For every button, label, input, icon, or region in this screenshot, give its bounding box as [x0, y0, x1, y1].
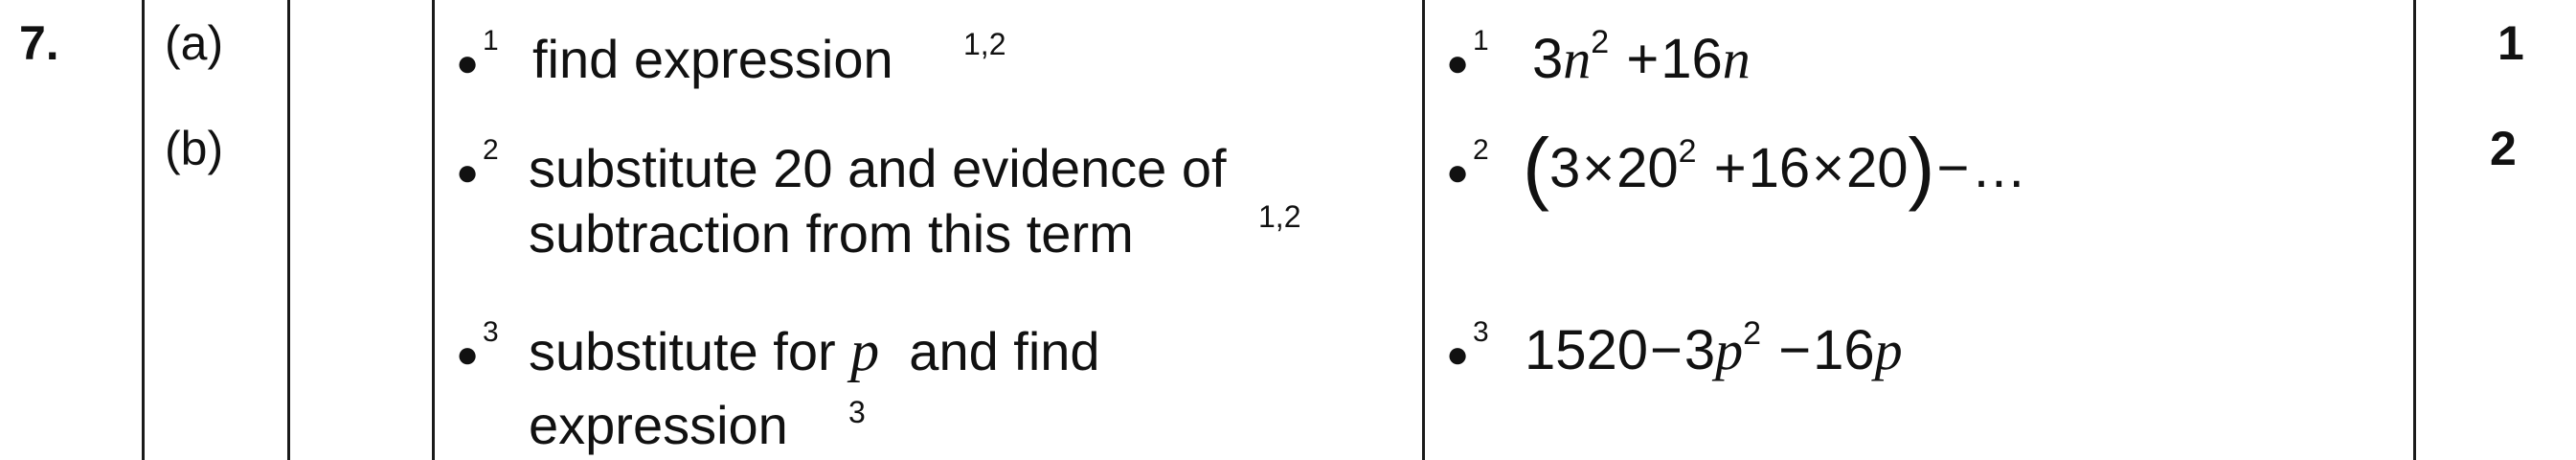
- answer-expression: [1525, 316, 1903, 385]
- marks-part-b: 2: [2490, 122, 2517, 175]
- answer-operator: +: [1713, 137, 1747, 199]
- bullet-dot-icon: ●: [1446, 42, 1470, 84]
- illustration-ref: 3: [848, 395, 866, 429]
- bullet-dot-icon: ●: [1446, 151, 1470, 194]
- answer-operator: −: [1936, 137, 1970, 199]
- answer-exponent: 2: [1591, 24, 1610, 60]
- process-variable: p: [850, 319, 880, 382]
- answer-expression: [1523, 122, 2027, 212]
- answer-term: 16: [1748, 137, 1811, 199]
- answer-operator: ×: [1812, 137, 1844, 199]
- answer-term: 1520: [1525, 319, 1649, 381]
- answer-term: 16: [1661, 28, 1723, 90]
- process-text: and find: [909, 321, 1100, 381]
- answer-term: 3: [1532, 28, 1564, 90]
- bullet-number: 3: [483, 316, 499, 348]
- rule-3: [432, 0, 435, 460]
- rule-1: [142, 0, 145, 460]
- bullet-number: 3: [1473, 316, 1489, 348]
- process-text-line1: [529, 316, 1100, 386]
- process-text: find expression: [532, 29, 893, 89]
- answer-operator: −: [1778, 319, 1812, 381]
- answer-operator: ×: [1582, 137, 1616, 199]
- bullet-number: 1: [1473, 25, 1489, 57]
- answer-term: 20: [1616, 137, 1679, 199]
- answer-term: 3: [1548, 137, 1581, 199]
- answer-variable: p: [1715, 319, 1744, 381]
- rule-5: [2413, 0, 2416, 460]
- question-number: 7.: [19, 16, 59, 70]
- answer-exponent: 2: [1743, 315, 1762, 352]
- answer-operator: +: [1626, 28, 1660, 90]
- process-text-line2: subtraction from this term: [529, 203, 1134, 264]
- answer-term: 16: [1813, 319, 1875, 381]
- bullet-number: 2: [1473, 134, 1489, 166]
- answer-exponent: 2: [1678, 133, 1697, 170]
- answer-variable: n: [1722, 28, 1751, 90]
- answer-expression: [1532, 25, 1751, 94]
- bullet-dot-icon: ●: [456, 334, 480, 376]
- answer-operator: −: [1650, 319, 1683, 381]
- answer-term: 20: [1845, 137, 1909, 199]
- marks-part-a: 1: [2497, 16, 2524, 70]
- bullet-dot-icon: ●: [456, 151, 480, 194]
- answer-variable: n: [1563, 28, 1592, 90]
- rule-2: [287, 0, 290, 460]
- answer-paren: ): [1908, 122, 1935, 212]
- process-text: substitute for: [529, 321, 836, 381]
- bullet-number: 1: [483, 25, 499, 57]
- part-label-b: (b): [165, 122, 224, 175]
- answer-paren: (: [1523, 122, 1549, 212]
- rule-4: [1422, 0, 1425, 460]
- answer-ellipsis: …: [1971, 137, 2027, 199]
- process-text-line2: expression: [529, 395, 788, 455]
- bullet-dot-icon: ●: [1446, 334, 1470, 376]
- process-text-line1: substitute 20 and evidence of: [529, 138, 1227, 198]
- answer-term: 3: [1683, 319, 1716, 381]
- illustration-ref: 1,2: [963, 27, 1006, 61]
- bullet-number: 2: [483, 134, 499, 166]
- answer-variable: p: [1874, 319, 1903, 381]
- part-label-a: (a): [165, 16, 224, 70]
- bullet-dot-icon: ●: [456, 42, 480, 84]
- illustration-ref: 1,2: [1258, 199, 1301, 234]
